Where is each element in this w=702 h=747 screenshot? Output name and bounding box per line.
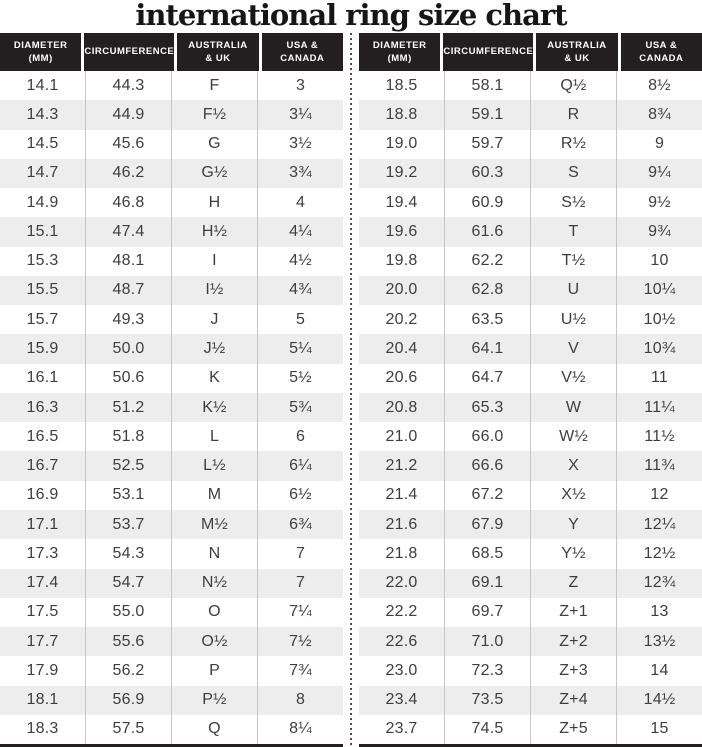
table-cell: L xyxy=(172,422,258,451)
column-header-line: CANADA xyxy=(280,53,325,64)
table-cell: 5¾ xyxy=(289,398,312,416)
table-cell: 51.8 xyxy=(86,422,172,451)
table-cell: I xyxy=(172,247,258,276)
table-cell: 16.7 xyxy=(0,451,86,480)
table-cell: F½ xyxy=(172,100,258,129)
column-header-diameter xyxy=(0,33,81,71)
table-cell: N½ xyxy=(172,569,258,598)
table-cell: T xyxy=(531,217,617,246)
table-cell: 20.4 xyxy=(359,334,445,363)
table-cell: 69.1 xyxy=(445,569,531,598)
table-header-row xyxy=(359,33,702,71)
table-cell: 9¼ xyxy=(648,164,671,182)
table-cell: 60.9 xyxy=(445,188,531,217)
table-cell: J½ xyxy=(172,334,258,363)
table-row xyxy=(359,71,702,100)
table-cell: M xyxy=(172,481,258,510)
table-cell: M½ xyxy=(172,510,258,539)
table-cell: 8½ xyxy=(648,76,671,94)
table-row xyxy=(359,422,702,451)
table-cell: 7½ xyxy=(289,632,312,650)
table-cell: 66.0 xyxy=(445,422,531,451)
table-row xyxy=(359,686,702,715)
table-row xyxy=(359,100,702,129)
table-cell: 44.3 xyxy=(86,71,172,100)
table-cell: 53.1 xyxy=(86,481,172,510)
table-cell: 17.7 xyxy=(0,627,86,656)
column-header-line: (MM) xyxy=(28,53,53,64)
table-row xyxy=(0,217,343,246)
table-cell: 14 xyxy=(650,661,669,679)
table-cell: 20.2 xyxy=(359,305,445,334)
table-cell: 10 xyxy=(650,252,669,270)
column-header-circumference xyxy=(84,33,174,71)
table-cell: R xyxy=(531,100,617,129)
table-cell: 64.1 xyxy=(445,334,531,363)
table-cell: 15.9 xyxy=(0,334,86,363)
table-cell: 46.2 xyxy=(86,159,172,188)
table-cell: P xyxy=(172,656,258,685)
table-cell: 8 xyxy=(295,691,306,709)
table-cell: 23.0 xyxy=(359,656,445,685)
table-cell: W½ xyxy=(531,422,617,451)
column-header-line: AUSTRALIA xyxy=(188,39,248,51)
table-cell: 3¾ xyxy=(289,164,312,182)
column-header-line: USA & xyxy=(645,39,678,51)
column-header-line: AUSTRALIA xyxy=(547,39,607,51)
table-cell: 18.5 xyxy=(359,71,445,100)
table-cell: 21.6 xyxy=(359,510,445,539)
table-cell: 18.3 xyxy=(0,715,86,744)
column-header-line: DIAMETER xyxy=(13,39,68,51)
table-cell: 45.6 xyxy=(86,130,172,159)
table-cell: 68.5 xyxy=(445,539,531,568)
table-cell: 9¾ xyxy=(648,222,671,240)
table-cell: 11½ xyxy=(644,427,675,445)
table-cell: 3¼ xyxy=(289,105,312,123)
table-cell: 9½ xyxy=(648,193,671,211)
table-cell: 60.3 xyxy=(445,159,531,188)
table-cell: 54.7 xyxy=(86,569,172,598)
table-cell: 59.1 xyxy=(445,100,531,129)
table-cell: Y xyxy=(531,510,617,539)
table-cell: Q½ xyxy=(531,71,617,100)
table-row xyxy=(0,276,343,305)
table-cell: 11¾ xyxy=(644,457,675,475)
table-cell: X½ xyxy=(531,481,617,510)
table-row xyxy=(0,539,343,568)
table-cell: 66.6 xyxy=(445,451,531,480)
table-cell: 23.7 xyxy=(359,715,445,744)
table-cell: 3½ xyxy=(289,135,312,153)
table-cell: 19.2 xyxy=(359,159,445,188)
table-cell: Z+5 xyxy=(531,715,617,744)
table-cell: Q xyxy=(172,715,258,744)
table-cell: T½ xyxy=(531,247,617,276)
table-cell: G½ xyxy=(172,159,258,188)
table-cell: X xyxy=(531,451,617,480)
table-row xyxy=(0,569,343,598)
table-row xyxy=(0,159,343,188)
page-title: international ring size chart xyxy=(135,0,567,32)
column-header-line: DIAMETER xyxy=(372,39,427,51)
table-cell: F xyxy=(172,71,258,100)
table-cell: 15.3 xyxy=(0,247,86,276)
table-cell: H½ xyxy=(172,217,258,246)
table-cell: 65.3 xyxy=(445,393,531,422)
table-cell: S½ xyxy=(531,188,617,217)
table-body xyxy=(0,71,343,744)
table-row xyxy=(0,422,343,451)
table-row xyxy=(0,510,343,539)
table-cell: Z+2 xyxy=(531,627,617,656)
column-header-circumference xyxy=(443,33,533,71)
table-cell: 10¾ xyxy=(643,340,676,358)
column-header-usa-canada xyxy=(262,33,343,71)
table-cell: 17.5 xyxy=(0,598,86,627)
table-row xyxy=(359,451,702,480)
table-row xyxy=(359,627,702,656)
table-cell: 22.0 xyxy=(359,569,445,598)
table-cell: 61.6 xyxy=(445,217,531,246)
table-cell: 6¼ xyxy=(289,457,312,475)
table-row xyxy=(0,598,343,627)
table-cell: 5¼ xyxy=(289,340,312,358)
table-row xyxy=(359,305,702,334)
table-cell: 73.5 xyxy=(445,686,531,715)
table-cell: W xyxy=(531,393,617,422)
table-cell: 8¼ xyxy=(289,720,312,738)
column-header-usa-canada xyxy=(621,33,702,71)
table-cell: 62.8 xyxy=(445,276,531,305)
ring-size-table-left xyxy=(0,33,343,747)
table-cell: 21.4 xyxy=(359,481,445,510)
table-cell: 6 xyxy=(295,427,306,445)
table-cell: 15.1 xyxy=(0,217,86,246)
table-row xyxy=(359,334,702,363)
table-cell: 4¼ xyxy=(289,222,312,240)
table-row xyxy=(0,656,343,685)
table-cell: J xyxy=(172,305,258,334)
table-row xyxy=(359,539,702,568)
table-cell: 7 xyxy=(295,544,306,562)
table-cell: 20.6 xyxy=(359,364,445,393)
table-row xyxy=(359,247,702,276)
table-cell: 67.9 xyxy=(445,510,531,539)
table-cell: 71.0 xyxy=(445,627,531,656)
table-cell: 64.7 xyxy=(445,364,531,393)
table-cell: 74.5 xyxy=(445,715,531,744)
table-cell: 58.1 xyxy=(445,71,531,100)
table-row xyxy=(0,393,343,422)
table-cell: 48.1 xyxy=(86,247,172,276)
table-cell: 56.2 xyxy=(86,656,172,685)
table-row xyxy=(359,130,702,159)
table-cell: 19.6 xyxy=(359,217,445,246)
table-cell: K½ xyxy=(172,393,258,422)
table-cell: 21.2 xyxy=(359,451,445,480)
table-row xyxy=(0,71,343,100)
table-cell: 14.7 xyxy=(0,159,86,188)
table-cell: 22.6 xyxy=(359,627,445,656)
table-row xyxy=(359,715,702,744)
table-cell: 47.4 xyxy=(86,217,172,246)
table-cell: 17.9 xyxy=(0,656,86,685)
table-cell: 23.4 xyxy=(359,686,445,715)
table-cell: U½ xyxy=(531,305,617,334)
table-cell: U xyxy=(531,276,617,305)
table-cell: Z+1 xyxy=(531,598,617,627)
table-cell: 5 xyxy=(295,310,306,328)
column-header-australia-uk xyxy=(536,33,617,71)
table-row xyxy=(359,510,702,539)
table-cell: 52.5 xyxy=(86,451,172,480)
table-cell: O xyxy=(172,598,258,627)
table-row xyxy=(0,715,343,744)
table-cell: 57.5 xyxy=(86,715,172,744)
ring-size-table-right xyxy=(359,33,702,747)
table-cell: 3 xyxy=(295,76,306,94)
table-row xyxy=(0,305,343,334)
table-row xyxy=(0,247,343,276)
table-row xyxy=(359,159,702,188)
dotted-divider xyxy=(343,33,359,747)
table-cell: 15.7 xyxy=(0,305,86,334)
table-cell: 4¾ xyxy=(289,281,312,299)
table-cell: 6½ xyxy=(289,486,312,504)
table-cell: 8¾ xyxy=(648,105,671,123)
table-row xyxy=(359,481,702,510)
table-row xyxy=(359,276,702,305)
table-cell: 51.2 xyxy=(86,393,172,422)
table-cell: 12¾ xyxy=(643,574,676,592)
table-cell: 12½ xyxy=(643,544,676,562)
table-cell: 7¾ xyxy=(289,661,312,679)
table-cell: 14.3 xyxy=(0,100,86,129)
table-cell: H xyxy=(172,188,258,217)
table-cell: 20.0 xyxy=(359,276,445,305)
table-cell: 15.5 xyxy=(0,276,86,305)
table-row xyxy=(359,217,702,246)
table-cell: 12 xyxy=(650,486,669,504)
column-header-diameter xyxy=(359,33,440,71)
table-cell: 14½ xyxy=(643,691,676,709)
table-cell: V xyxy=(531,334,617,363)
table-cell: L½ xyxy=(172,451,258,480)
table-cell: 19.4 xyxy=(359,188,445,217)
table-row xyxy=(0,686,343,715)
column-header-line: (MM) xyxy=(387,53,412,64)
table-cell: 14.1 xyxy=(0,71,86,100)
table-cell: 6¾ xyxy=(289,515,312,533)
column-header-australia-uk xyxy=(177,33,258,71)
table-cell: V½ xyxy=(531,364,617,393)
table-cell: 49.3 xyxy=(86,305,172,334)
table-row xyxy=(0,627,343,656)
table-cell: 17.3 xyxy=(0,539,86,568)
table-cell: Z+4 xyxy=(531,686,617,715)
table-row xyxy=(359,393,702,422)
table-cell: 17.4 xyxy=(0,569,86,598)
column-header-line: USA & xyxy=(286,39,319,51)
table-cell: 56.9 xyxy=(86,686,172,715)
table-row xyxy=(359,569,702,598)
table-cell: 18.8 xyxy=(359,100,445,129)
table-cell: 20.8 xyxy=(359,393,445,422)
table-cell: 11¼ xyxy=(644,398,675,416)
column-header-line: CIRCUMFERENCE xyxy=(84,46,175,58)
table-cell: 9 xyxy=(654,135,665,153)
table-cell: 7¼ xyxy=(289,603,312,621)
table-cell: 10½ xyxy=(643,310,676,328)
table-cell: 72.3 xyxy=(445,656,531,685)
table-cell: 55.0 xyxy=(86,598,172,627)
table-cell: G xyxy=(172,130,258,159)
column-header-line: & UK xyxy=(205,53,231,64)
table-cell: 13 xyxy=(650,603,669,621)
table-cell: 59.7 xyxy=(445,130,531,159)
table-cell: 21.8 xyxy=(359,539,445,568)
table-row xyxy=(0,451,343,480)
table-row xyxy=(359,364,702,393)
table-cell: 14.9 xyxy=(0,188,86,217)
table-row xyxy=(0,334,343,363)
table-cell: K xyxy=(172,364,258,393)
table-cell: 12¼ xyxy=(643,515,676,533)
table-cell: 17.1 xyxy=(0,510,86,539)
table-cell: Z+3 xyxy=(531,656,617,685)
column-header-line: CANADA xyxy=(639,53,684,64)
table-cell: 4½ xyxy=(289,252,312,270)
table-row xyxy=(0,188,343,217)
table-cell: 50.0 xyxy=(86,334,172,363)
table-row xyxy=(0,100,343,129)
table-cell: 44.9 xyxy=(86,100,172,129)
table-cell: 14.5 xyxy=(0,130,86,159)
table-cell: 15 xyxy=(650,720,669,738)
table-cell: 50.6 xyxy=(86,364,172,393)
table-row xyxy=(359,656,702,685)
table-cell: 67.2 xyxy=(445,481,531,510)
table-cell: 13½ xyxy=(643,632,676,650)
table-cell: 55.6 xyxy=(86,627,172,656)
table-row xyxy=(0,481,343,510)
table-row xyxy=(359,188,702,217)
tables-container xyxy=(0,33,702,747)
table-cell: 7 xyxy=(295,574,306,592)
table-row xyxy=(359,598,702,627)
table-cell: 19.8 xyxy=(359,247,445,276)
table-cell: 16.9 xyxy=(0,481,86,510)
table-cell: 19.0 xyxy=(359,130,445,159)
table-cell: Y½ xyxy=(531,539,617,568)
table-cell: Z xyxy=(531,569,617,598)
table-body xyxy=(359,71,702,744)
table-row xyxy=(0,364,343,393)
table-cell: 21.0 xyxy=(359,422,445,451)
table-cell: 5½ xyxy=(289,369,312,387)
table-cell: R½ xyxy=(531,130,617,159)
table-cell: 22.2 xyxy=(359,598,445,627)
table-cell: 10¼ xyxy=(643,281,676,299)
table-cell: S xyxy=(531,159,617,188)
table-cell: O½ xyxy=(172,627,258,656)
table-cell: 16.5 xyxy=(0,422,86,451)
table-header-row xyxy=(0,33,343,71)
column-header-line: & UK xyxy=(564,53,590,64)
table-cell: 18.1 xyxy=(0,686,86,715)
table-cell: 63.5 xyxy=(445,305,531,334)
table-cell: 46.8 xyxy=(86,188,172,217)
table-cell: 11 xyxy=(650,369,668,387)
table-cell: 69.7 xyxy=(445,598,531,627)
table-cell: N xyxy=(172,539,258,568)
table-cell: 62.2 xyxy=(445,247,531,276)
column-header-line: CIRCUMFERENCE xyxy=(443,46,534,58)
table-cell: I½ xyxy=(172,276,258,305)
table-row xyxy=(0,130,343,159)
table-cell: 53.7 xyxy=(86,510,172,539)
table-cell: 54.3 xyxy=(86,539,172,568)
table-cell: 16.1 xyxy=(0,364,86,393)
table-cell: P½ xyxy=(172,686,258,715)
table-cell: 4 xyxy=(295,193,306,211)
table-cell: 16.3 xyxy=(0,393,86,422)
table-cell: 48.7 xyxy=(86,276,172,305)
